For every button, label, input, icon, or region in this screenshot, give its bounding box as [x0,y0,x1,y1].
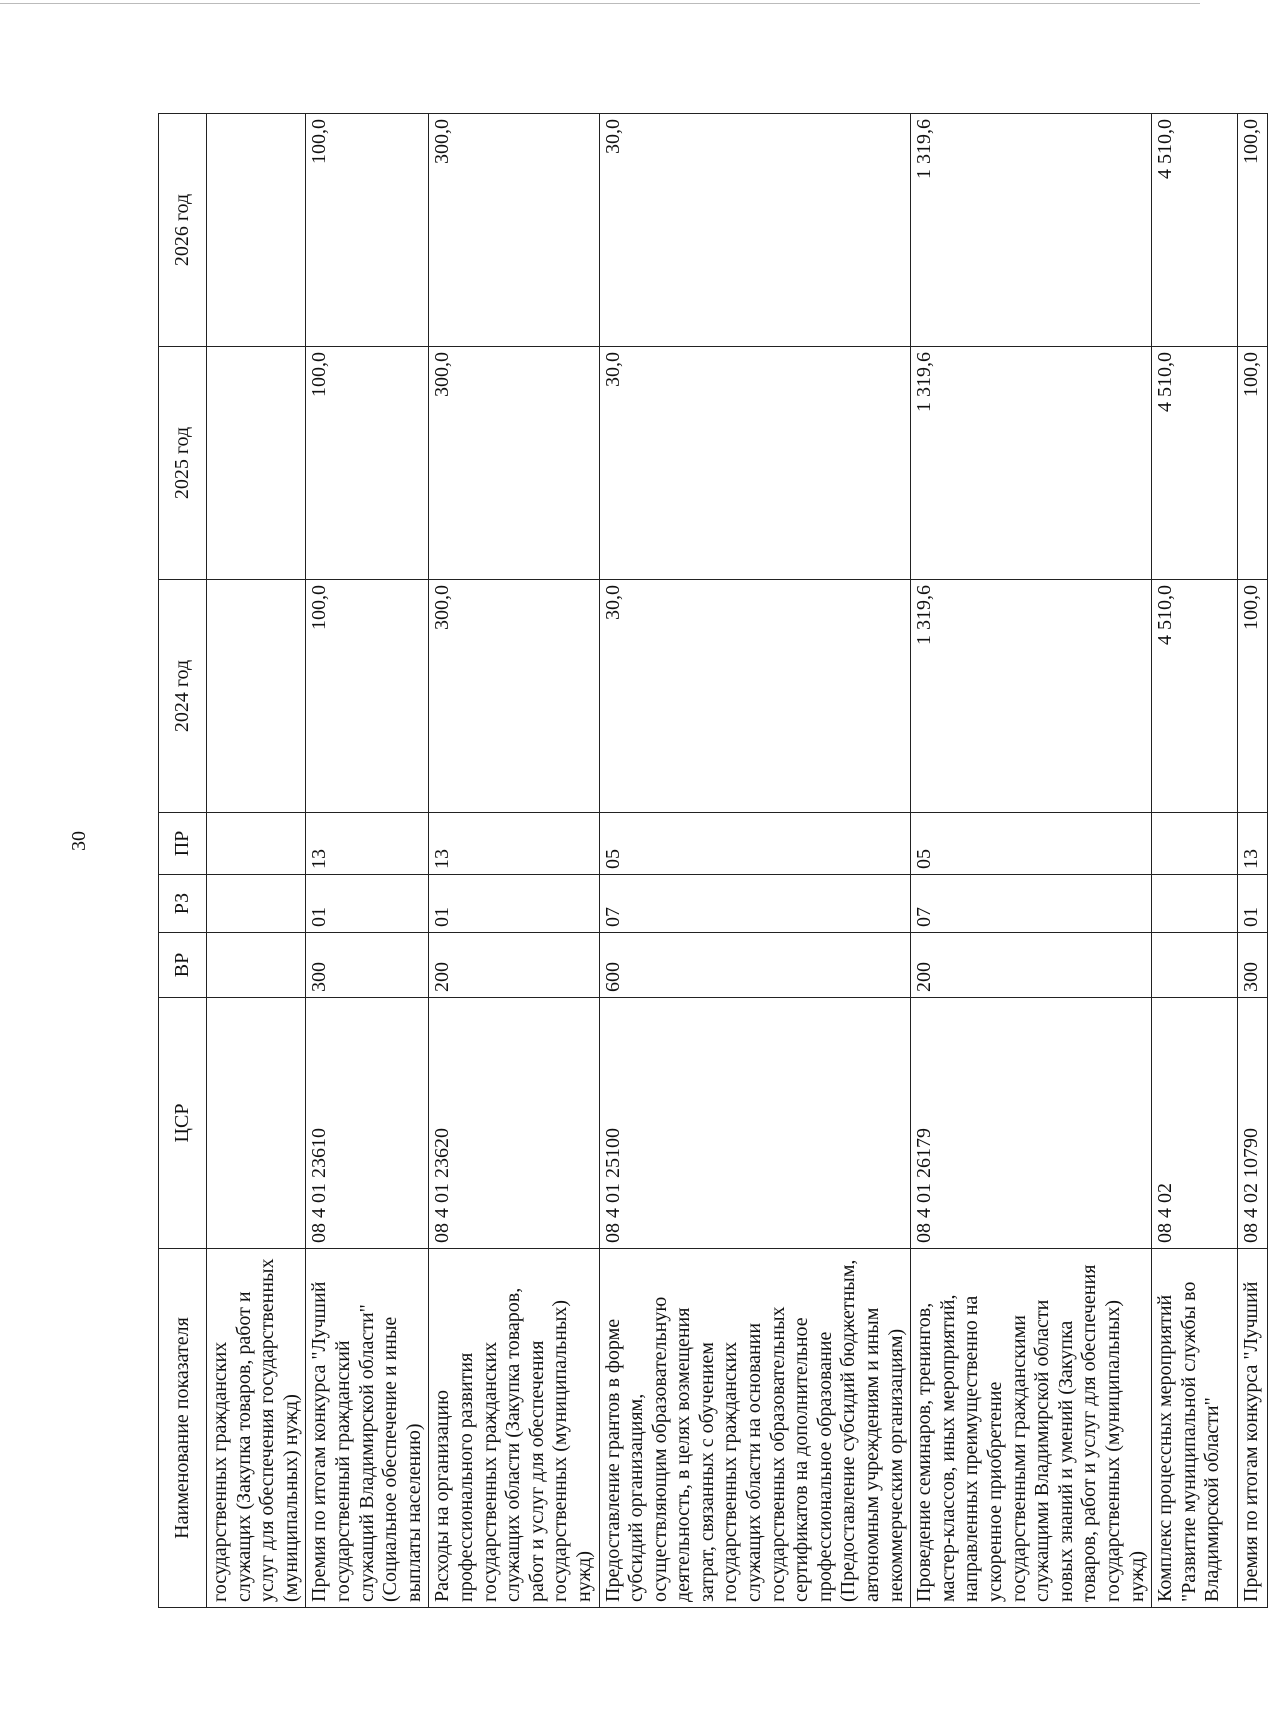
row-pr [207,813,306,875]
row-2026: 4 510,0 [1152,114,1238,347]
row-2025: 4 510,0 [1152,347,1238,580]
row-name: Комплекс процессных мероприятий "Развитие муниципальной службы во Владимирской области" [1152,1249,1238,1608]
row-2026: 300,0 [429,114,599,347]
row-vr: 200 [911,933,1152,998]
row-rz: 01 [429,875,599,933]
row-pr: 13 [429,813,599,875]
row-2025: 1 319,6 [911,347,1152,580]
row-name: Премия по итогам конкурса "Лучший [1238,1249,1268,1608]
row-2026: 1 319,6 [911,114,1152,347]
row-rz: 01 [1238,875,1268,933]
table-row [1238,114,1268,1608]
table-row [599,114,911,1608]
row-pr: 05 [911,813,1152,875]
header-csr: ЦСР [159,998,207,1249]
row-2025: 300,0 [429,347,599,580]
row-csr: 08 4 02 10790 [1238,998,1268,1249]
row-pr: 13 [1238,813,1268,875]
page-number: 30 [68,831,90,851]
table-row [429,114,599,1608]
row-2026: 100,0 [306,114,429,347]
row-2024: 1 319,6 [911,580,1152,813]
header-rz: РЗ [159,875,207,933]
row-vr [1152,933,1238,998]
row-csr: 08 4 02 [1152,998,1238,1249]
row-pr [1152,813,1238,875]
row-2025: 100,0 [306,347,429,580]
table-row [306,114,429,1608]
row-rz: 01 [306,875,429,933]
row-vr: 300 [1238,933,1268,998]
row-csr: 08 4 01 23610 [306,998,429,1249]
row-2024: 300,0 [429,580,599,813]
header-pr: ПР [159,813,207,875]
row-pr: 13 [306,813,429,875]
budget-table [158,113,1268,1608]
row-2024 [207,580,306,813]
row-name: государственных гражданских служащих (Закупка товаров, работ и услуг для обеспечения государственных (муниципальных) нужд) [207,1249,306,1608]
row-name: Премия по итогам конкурса "Лучший государственный гражданский служащий Владимирской области" (Социальное обеспечение и иные выплаты населению) [306,1249,429,1608]
row-2024: 100,0 [306,580,429,813]
row-rz: 07 [599,875,911,933]
row-2026: 30,0 [599,114,911,347]
row-rz: 07 [911,875,1152,933]
row-csr: 08 4 01 25100 [599,998,911,1249]
header-vr: ВР [159,933,207,998]
header-2025: 2025 год [159,347,207,580]
top-edge-line [0,3,1200,4]
table-header-row [159,114,207,1608]
table-row [207,114,306,1608]
row-2025: 100,0 [1238,347,1268,580]
row-2025: 30,0 [599,347,911,580]
row-2026: 100,0 [1238,114,1268,347]
row-name: Проведение семинаров, тренингов, мастер-классов, иных мероприятий, направленных преимущественно на ускоренное приобретение государственными гражданскими служащими Владимирской области новых знаний и умений (Закупка товаров, работ и услуг для обеспечения государственных (муниципальных) нужд) [911,1249,1152,1608]
row-2024: 100,0 [1238,580,1268,813]
row-2025 [207,347,306,580]
row-vr: 600 [599,933,911,998]
row-2024: 4 510,0 [1152,580,1238,813]
row-pr: 05 [599,813,911,875]
row-2026 [207,114,306,347]
table-row [1152,114,1238,1608]
row-name: Предоставление грантов в форме субсидий организациям, осуществляющим образовательную деятельность, в целях возмещения затрат, связанных с обучением государственных гражданских служащих области на основании государственных образовательных сертификатов на дополнительное профессиональное образование (Предоставление субсидий бюджетным, автономным учреждениям и иным некоммерческим организациям) [599,1249,911,1608]
header-2026: 2026 год [159,114,207,347]
row-vr: 300 [306,933,429,998]
table-row [911,114,1152,1608]
header-name: Наименование показателя [159,1249,207,1608]
rotated-table-wrapper [158,114,1263,1608]
row-csr [207,998,306,1249]
row-vr [207,933,306,998]
row-vr: 200 [429,933,599,998]
row-csr: 08 4 01 23620 [429,998,599,1249]
row-name: Расходы на организацию профессионального развития государственных гражданских служащих области (Закупка товаров, работ и услуг для обеспечения государственных (муниципальных) нужд) [429,1249,599,1608]
header-2024: 2024 год [159,580,207,813]
row-2024: 30,0 [599,580,911,813]
row-csr: 08 4 01 26179 [911,998,1152,1249]
row-rz [207,875,306,933]
row-rz [1152,875,1238,933]
